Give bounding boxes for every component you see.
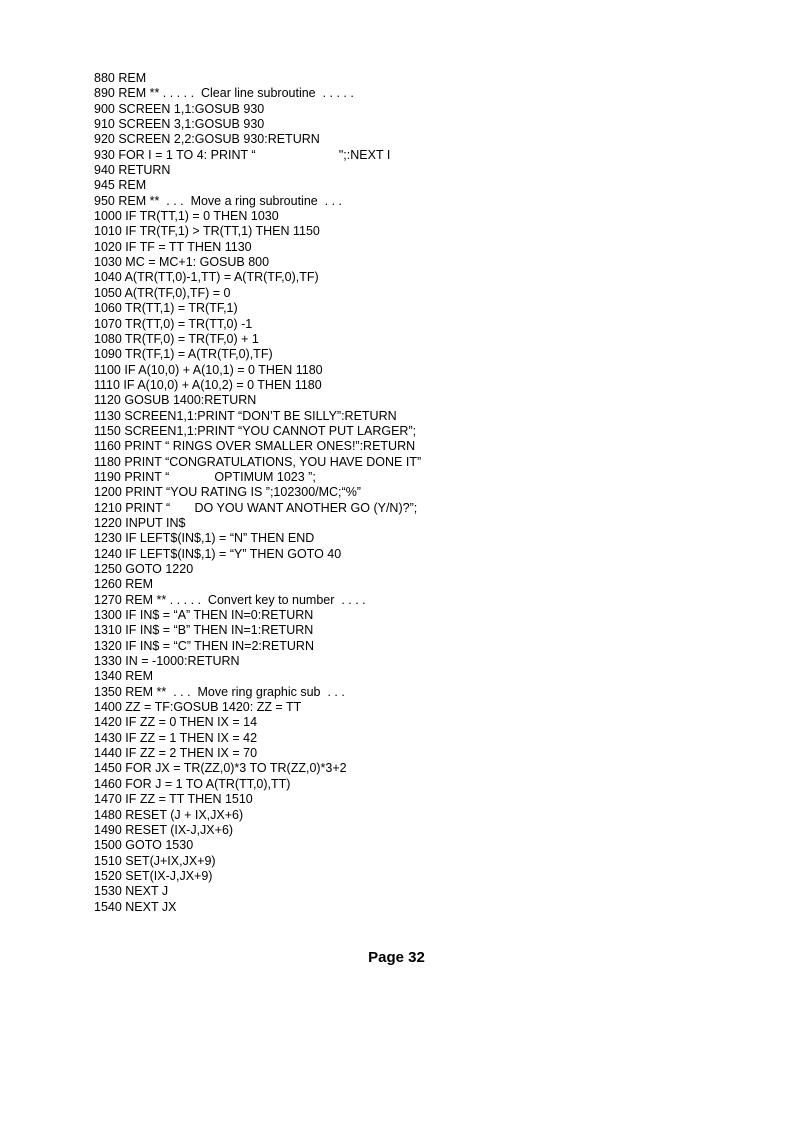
code-line: 930 FOR I = 1 TO 4: PRINT “ ";:NEXT I: [94, 147, 391, 162]
code-line: 1240 IF LEFT$(IN$,1) = “Y” THEN GOTO 40: [94, 546, 342, 561]
code-line: 1190 PRINT “ OPTIMUM 1023 ”;: [94, 469, 316, 484]
code-line: 1520 SET(IX-J,JX+9): [94, 868, 213, 883]
code-line: 1270 REM ** . . . . . Convert key to number . . . .: [94, 592, 366, 607]
page-number: Page 32: [368, 949, 425, 966]
code-line: 1450 FOR JX = TR(ZZ,0)*3 TO TR(ZZ,0)*3+2: [94, 761, 347, 776]
code-line: 1440 IF ZZ = 2 THEN IX = 70: [94, 746, 258, 761]
code-line: 1210 PRINT “ DO YOU WANT ANOTHER GO (Y/N)?”;: [94, 500, 418, 515]
code-line: 1100 IF A(10,0) + A(10,1) = 0 THEN 1180: [94, 362, 323, 377]
code-line: 1030 MC = MC+1: GOSUB 800: [94, 255, 270, 270]
basic-code-listing: [94, 71, 694, 915]
code-line: 1150 SCREEN1,1:PRINT “YOU CANNOT PUT LARGER”;: [94, 423, 417, 438]
code-line: 1300 IF IN$ = “A” THEN IN=0:RETURN: [94, 608, 314, 623]
code-line: 1050 A(TR(TF,0),TF) = 0: [94, 285, 231, 300]
code-line: 1500 GOTO 1530: [94, 838, 194, 853]
code-line: 1060 TR(TT,1) = TR(TF,1): [94, 301, 238, 316]
code-line: 1070 TR(TT,0) = TR(TT,0) -1: [94, 316, 253, 331]
code-line: 1430 IF ZZ = 1 THEN IX = 42: [94, 730, 258, 745]
code-line: 1010 IF TR(TF,1) > TR(TT,1) THEN 1150: [94, 224, 320, 239]
code-line: 940 RETURN: [94, 163, 171, 178]
code-line: 1000 IF TR(TT,1) = 0 THEN 1030: [94, 209, 279, 224]
code-line: 1230 IF LEFT$(IN$,1) = “N” THEN END: [94, 531, 315, 546]
code-line: 1120 GOSUB 1400:RETURN: [94, 393, 257, 408]
code-line: 1530 NEXT J: [94, 884, 169, 899]
code-line: 1540 NEXT JX: [94, 899, 177, 914]
code-line: 1480 RESET (J + IX,JX+6): [94, 807, 244, 822]
code-line: 1180 PRINT “CONGRATULATIONS, YOU HAVE DONE IT”: [94, 454, 422, 469]
code-line: 1460 FOR J = 1 TO A(TR(TT,0),TT): [94, 776, 291, 791]
code-line: 920 SCREEN 2,2:GOSUB 930:RETURN: [94, 132, 320, 147]
code-line: 1260 REM: [94, 577, 154, 592]
code-line: 1320 IF IN$ = “C” THEN IN=2:RETURN: [94, 638, 314, 653]
code-line: 1020 IF TF = TT THEN 1130: [94, 239, 252, 254]
code-line: 950 REM ** . . . Move a ring subroutine . . .: [94, 193, 343, 208]
code-line: 1350 REM ** . . . Move ring graphic sub . . .: [94, 684, 345, 699]
code-line: 1090 TR(TF,1) = A(TR(TF,0),TF): [94, 347, 273, 362]
code-line: 1400 ZZ = TF:GOSUB 1420: ZZ = TT: [94, 700, 302, 715]
code-line: 1340 REM: [94, 669, 154, 684]
code-line: 1110 IF A(10,0) + A(10,2) = 0 THEN 1180: [94, 377, 322, 392]
code-line: 1420 IF ZZ = 0 THEN IX = 14: [94, 715, 258, 730]
code-line: 1310 IF IN$ = “B” THEN IN=1:RETURN: [94, 623, 314, 638]
code-line: 1470 IF ZZ = TT THEN 1510: [94, 792, 253, 807]
code-line: 1130 SCREEN1,1:PRINT “DON’T BE SILLY”:RETURN: [94, 408, 397, 423]
code-line: 1220 INPUT IN$: [94, 515, 186, 530]
code-line: 1510 SET(J+IX,JX+9): [94, 853, 216, 868]
code-line: 945 REM: [94, 178, 147, 193]
code-line: 1330 IN = -1000:RETURN: [94, 654, 240, 669]
code-line: 1250 GOTO 1220: [94, 562, 194, 576]
code-line: 890 REM ** . . . . . Clear line subroutine . . . . .: [94, 86, 354, 101]
code-line: 1040 A(TR(TT,0)-1,TT) = A(TR(TF,0),TF): [94, 270, 319, 285]
code-line: 1490 RESET (IX-J,JX+6): [94, 822, 234, 837]
code-line: 1080 TR(TF,0) = TR(TF,0) + 1: [94, 331, 259, 346]
code-line: 910 SCREEN 3,1:GOSUB 930: [94, 117, 265, 132]
code-line: 1200 PRINT “YOU RATING IS ”;102300/MC;“%”: [94, 485, 361, 500]
code-line: 1160 PRINT “ RINGS OVER SMALLER ONES!”:RETURN: [94, 439, 416, 454]
code-line: 900 SCREEN 1,1:GOSUB 930: [94, 101, 265, 116]
code-line: 880 REM: [94, 71, 147, 85]
